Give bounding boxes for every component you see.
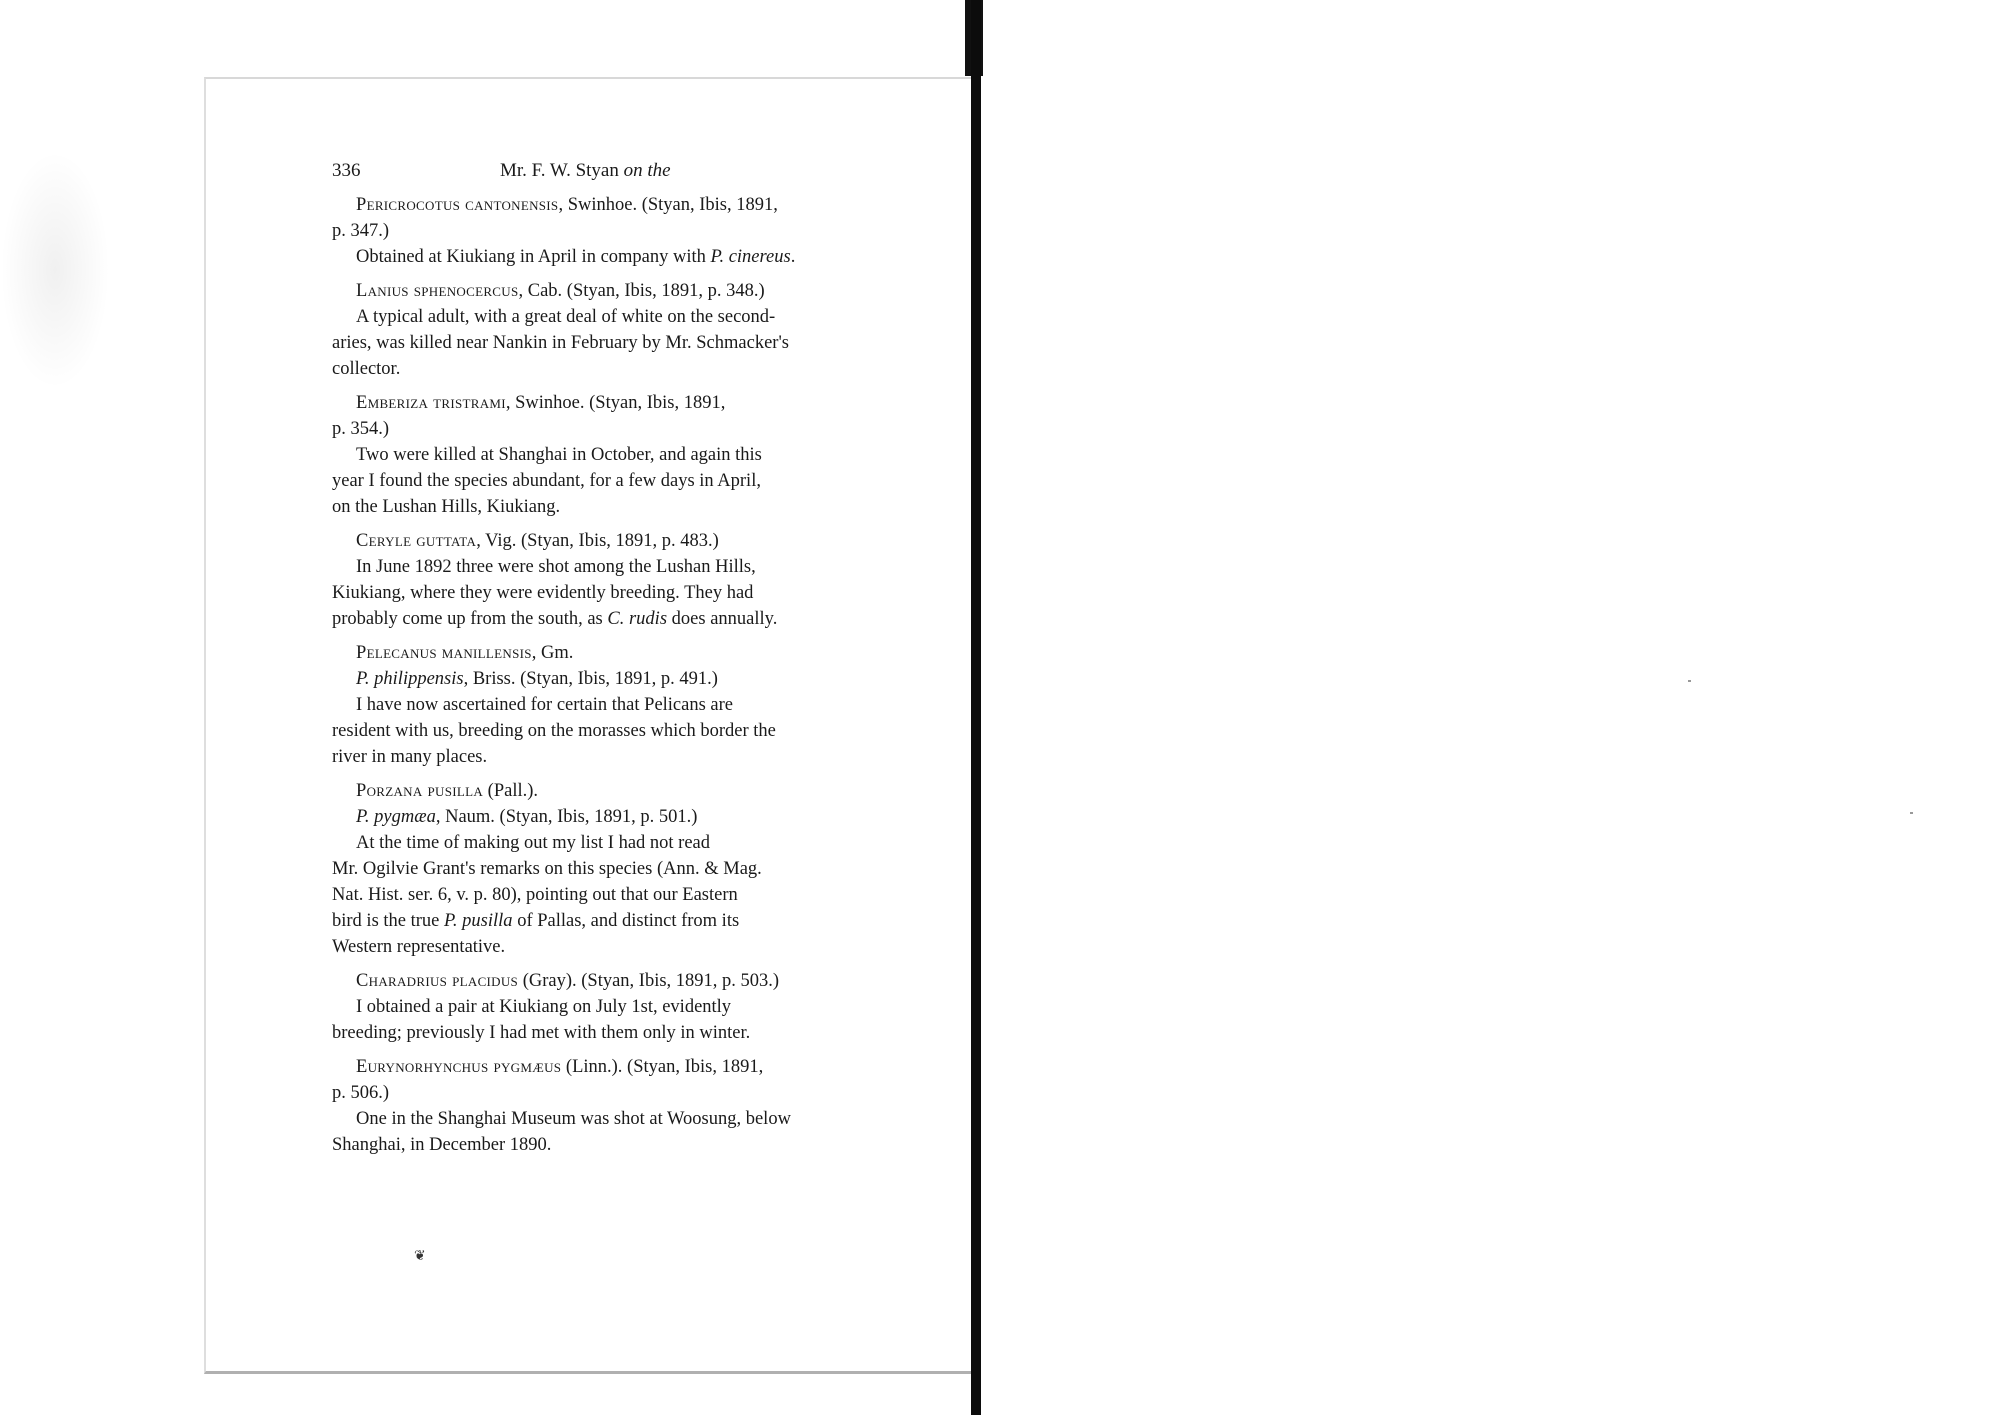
body-line	[332, 744, 888, 770]
body-italic: C. rudis	[607, 609, 668, 629]
body-line	[332, 468, 888, 494]
species-entry-emberiza	[332, 390, 888, 520]
body-text: aries, was killed near Nankin in February by Mr. Schmacker's	[332, 333, 789, 353]
species-synonym	[332, 804, 888, 830]
species-name: Charadrius placidus	[356, 971, 519, 991]
body-text: In June 1892 three were shot among the Lushan Hills,	[356, 557, 756, 577]
body-italic: P. cinereus	[710, 247, 791, 267]
species-name: Ceryle guttata	[356, 531, 477, 551]
species-authority: , Vig. (Styan, Ibis, 1891, p. 483.)	[476, 531, 719, 551]
synonym-reference: , Briss. (Styan, Ibis, 1891, p. 491.)	[463, 669, 718, 689]
species-authority: (Gray). (Styan, Ibis, 1891, p. 503.)	[518, 971, 780, 991]
body-line	[332, 908, 888, 934]
species-authority: , Swinhoe. (Styan, Ibis, 1891,	[558, 195, 778, 215]
body-text: Western representative.	[332, 937, 506, 957]
body-line	[332, 494, 888, 520]
body-text: At the time of making out my list I had not read	[356, 833, 711, 853]
body-text: Two were killed at Shanghai in October, and again this	[356, 445, 762, 465]
species-name: Pelecanus manillensis	[356, 643, 532, 663]
heading-continuation	[332, 218, 888, 244]
body-text: I have now ascertained for certain that Pelicans are	[356, 695, 734, 715]
body-text: breeding; previously I had met with them only in winter.	[332, 1023, 751, 1043]
body-line	[332, 554, 888, 580]
synonym-reference: , Naum. (Styan, Ibis, 1891, p. 501.)	[435, 807, 698, 827]
body-line	[332, 830, 888, 856]
body-line	[332, 1106, 888, 1132]
scan-speck	[1688, 680, 1691, 682]
body-italic: P. pusilla	[444, 911, 513, 931]
body-line	[332, 718, 888, 744]
heading-continuation-text: p. 506.)	[332, 1083, 390, 1103]
printer-ornament: ❦	[414, 1249, 426, 1264]
species-name: Porzana pusilla	[356, 781, 484, 801]
running-title	[500, 160, 671, 182]
species-heading	[332, 640, 888, 666]
species-heading	[332, 390, 888, 416]
species-name: Emberiza tristrami	[356, 393, 506, 413]
heading-continuation-text: p. 347.)	[332, 221, 390, 241]
species-heading	[332, 278, 888, 304]
body-line	[332, 1132, 888, 1158]
synonym-name: P. philippensis	[356, 669, 464, 689]
species-authority: (Pall.).	[483, 781, 539, 801]
body-text: Shanghai, in December 1890.	[332, 1135, 552, 1155]
body-text: river in many places.	[332, 747, 488, 767]
body-line	[332, 882, 888, 908]
species-entry-lanius	[332, 278, 888, 382]
body-line	[332, 580, 888, 606]
species-entry-porzana	[332, 778, 888, 960]
body-text: Mr. Ogilvie Grant's remarks on this species (Ann. & Mag.	[332, 859, 762, 879]
running-title-text: Mr. F. W. Styan	[500, 160, 624, 181]
species-name: Eurynorhynchus pygmæus	[356, 1057, 562, 1077]
body-text: resident with us, breeding on the morasses which border the	[332, 721, 776, 741]
scan-smudge	[0, 150, 110, 390]
body-line	[332, 244, 888, 270]
species-name: Lanius sphenocercus	[356, 281, 519, 301]
page-number: 336	[332, 160, 361, 181]
running-title-italic: on the	[623, 160, 671, 181]
body-text: bird is the true	[332, 911, 445, 931]
species-heading	[332, 1054, 888, 1080]
synonym-name: P. pygmæa	[356, 807, 436, 827]
heading-continuation	[332, 416, 888, 442]
species-entry-pericrocotus	[332, 192, 888, 270]
body-line	[332, 304, 888, 330]
body-line	[332, 606, 888, 632]
running-head	[332, 160, 888, 186]
body-line	[332, 692, 888, 718]
species-entries	[332, 192, 888, 1158]
species-heading	[332, 968, 888, 994]
species-entry-charadrius	[332, 968, 888, 1046]
body-text: One in the Shanghai Museum was shot at Woosung, below	[356, 1109, 791, 1129]
species-synonym	[332, 666, 888, 692]
body-text: Obtained at Kiukiang in April in company with	[356, 247, 711, 267]
body-text: A typical adult, with a great deal of white on the second-	[356, 307, 776, 327]
body-text: on the Lushan Hills, Kiukiang.	[332, 497, 561, 517]
page-content	[332, 160, 888, 1166]
body-line	[332, 856, 888, 882]
body-text: does annually.	[667, 609, 778, 629]
species-authority: , Swinhoe. (Styan, Ibis, 1891,	[505, 393, 726, 413]
body-text: Nat. Hist. ser. 6, v. p. 80), pointing out that our Eastern	[332, 885, 738, 905]
heading-continuation	[332, 1080, 888, 1106]
body-line	[332, 356, 888, 382]
body-text: year I found the species abundant, for a few days in April,	[332, 471, 761, 491]
species-entry-eurynorhynchus	[332, 1054, 888, 1158]
body-text: Kiukiang, where they were evidently breeding. They had	[332, 583, 754, 603]
body-text: probably come up from the south, as	[332, 609, 608, 629]
body-line	[332, 934, 888, 960]
binding-gutter	[971, 0, 981, 1415]
species-authority: , Cab. (Styan, Ibis, 1891, p. 348.)	[518, 281, 765, 301]
body-text: collector.	[332, 359, 401, 379]
body-text: of Pallas, and distinct from its	[512, 911, 740, 931]
body-text: .	[790, 247, 796, 267]
body-line	[332, 1020, 888, 1046]
species-heading	[332, 192, 888, 218]
heading-continuation-text: p. 354.)	[332, 419, 390, 439]
body-text: I obtained a pair at Kiukiang on July 1st, evidently	[356, 997, 732, 1017]
body-line	[332, 442, 888, 468]
species-authority: , Gm.	[531, 643, 574, 663]
species-entry-ceryle	[332, 528, 888, 632]
species-name: Pericrocotus cantonensis	[356, 195, 559, 215]
species-heading	[332, 528, 888, 554]
species-heading	[332, 778, 888, 804]
body-line	[332, 994, 888, 1020]
species-authority: (Linn.). (Styan, Ibis, 1891,	[561, 1057, 764, 1077]
body-line	[332, 330, 888, 356]
species-entry-pelecanus	[332, 640, 888, 770]
scan-speck	[1910, 812, 1913, 814]
